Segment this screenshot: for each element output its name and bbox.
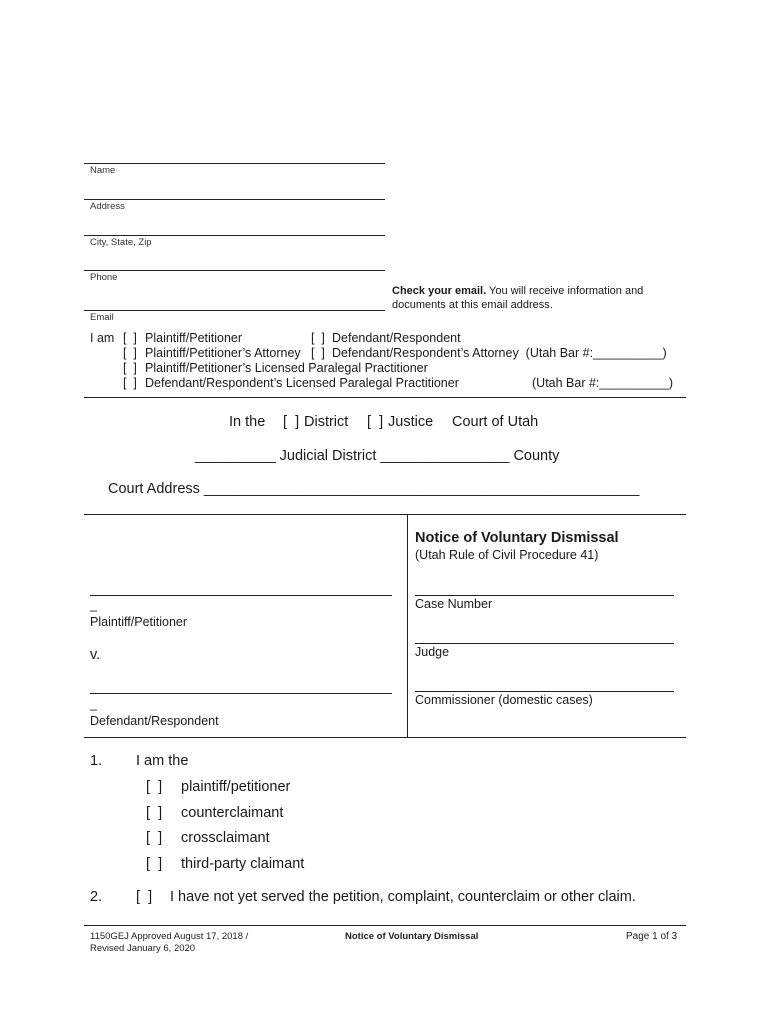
versus-label: v. bbox=[90, 647, 101, 663]
email-notice-line2: documents at this email address. bbox=[392, 299, 553, 311]
court-address-line[interactable]: Court Address ______________________________________________________ bbox=[108, 481, 640, 497]
option-third-party-label: third-party claimant bbox=[181, 856, 305, 872]
footer-revised: Revised January 6, 2020 bbox=[90, 943, 196, 954]
phone-line bbox=[84, 270, 385, 271]
city-state-zip-line bbox=[84, 235, 385, 236]
email-notice-rest: You will receive information and bbox=[486, 285, 644, 297]
name-line bbox=[84, 163, 385, 164]
plaintiff-underscore: _ bbox=[90, 598, 97, 612]
footer-form-id: 1150GEJ Approved August 17, 2018 / bbox=[90, 931, 249, 942]
email-label: Email bbox=[90, 312, 114, 323]
role-defendant-attorney-label: Defendant/Respondent’s Attorney (Utah Bar #:__________) bbox=[332, 346, 667, 360]
address-label: Address bbox=[90, 201, 125, 212]
role-divider bbox=[84, 397, 686, 398]
option-crossclaimant-label: crossclaimant bbox=[181, 830, 270, 846]
footer-center-title: Notice of Voluntary Dismissal bbox=[345, 931, 479, 942]
checkbox-option-counterclaimant[interactable]: [ ] bbox=[146, 805, 163, 821]
defendant-underscore: _ bbox=[90, 697, 97, 711]
case-number-line bbox=[415, 595, 674, 596]
checkbox-option-third-party[interactable]: [ ] bbox=[146, 856, 163, 872]
court-in-the: In the bbox=[229, 414, 266, 430]
footer-page-number: Page 1 of 3 bbox=[626, 931, 678, 942]
role-plaintiff-label: Plaintiff/Petitioner bbox=[145, 331, 243, 345]
phone-label: Phone bbox=[90, 272, 118, 283]
checkbox-plaintiff-lpp[interactable]: [ ] bbox=[123, 361, 137, 375]
footer-left bbox=[90, 931, 248, 955]
section2-text: I have not yet served the petition, complaint, counterclaim or other claim. bbox=[170, 889, 636, 905]
city-state-zip-label: City, State, Zip bbox=[90, 237, 152, 248]
email-notice-bold: Check your email. bbox=[392, 285, 487, 297]
role-defendant-lpp-label: Defendant/Respondent’s Licensed Paralegal Practitioner bbox=[145, 376, 459, 390]
email-line bbox=[84, 310, 385, 311]
role-plaintiff-attorney-label: Plaintiff/Petitioner’s Attorney bbox=[145, 346, 301, 360]
checkbox-justice-court[interactable]: [ ] bbox=[367, 414, 384, 430]
checkbox-option-crossclaimant[interactable]: [ ] bbox=[146, 830, 163, 846]
email-notice bbox=[392, 284, 692, 312]
judge-label: Judge bbox=[415, 645, 450, 659]
plaintiff-label: Plaintiff/Petitioner bbox=[90, 615, 188, 629]
section1-number: 1. bbox=[90, 753, 103, 769]
checkbox-plaintiff-attorney[interactable]: [ ] bbox=[123, 346, 137, 360]
section1-text: I am the bbox=[136, 753, 189, 769]
caption-top-border bbox=[84, 514, 686, 515]
option-plaintiff-label: plaintiff/petitioner bbox=[181, 779, 291, 795]
document-title: Notice of Voluntary Dismissal bbox=[415, 530, 619, 546]
caption-bottom-border bbox=[84, 737, 686, 738]
defendant-name-line bbox=[90, 693, 392, 694]
judge-line bbox=[415, 643, 674, 644]
option-counterclaimant-label: counterclaimant bbox=[181, 805, 284, 821]
case-number-label: Case Number bbox=[415, 597, 493, 611]
court-of-utah: Court of Utah bbox=[452, 414, 539, 430]
plaintiff-name-line bbox=[90, 595, 392, 596]
checkbox-defendant-lpp[interactable]: [ ] bbox=[123, 376, 137, 390]
i-am-label: I am bbox=[90, 331, 115, 345]
section2-number: 2. bbox=[90, 889, 103, 905]
footer-divider bbox=[84, 925, 686, 926]
checkbox-option-plaintiff[interactable]: [ ] bbox=[146, 779, 163, 795]
role-plaintiff-lpp-label: Plaintiff/Petitioner’s Licensed Paralegal Practitioner bbox=[145, 361, 428, 375]
checkbox-not-served[interactable]: [ ] bbox=[136, 889, 153, 905]
role-defendant-label: Defendant/Respondent bbox=[332, 331, 461, 345]
court-district-label: District bbox=[304, 414, 349, 430]
commissioner-label: Commissioner (domestic cases) bbox=[415, 693, 593, 707]
commissioner-line bbox=[415, 691, 674, 692]
utah-bar-lpp: (Utah Bar #:__________) bbox=[532, 376, 674, 390]
checkbox-defendant[interactable]: [ ] bbox=[311, 331, 325, 345]
defendant-label: Defendant/Respondent bbox=[90, 714, 219, 728]
caption-vertical-divider bbox=[407, 514, 408, 737]
address-line bbox=[84, 199, 385, 200]
checkbox-defendant-attorney[interactable]: [ ] bbox=[311, 346, 325, 360]
document-subtitle: (Utah Rule of Civil Procedure 41) bbox=[415, 548, 599, 562]
court-justice-label: Justice bbox=[388, 414, 434, 430]
checkbox-plaintiff[interactable]: [ ] bbox=[123, 331, 137, 345]
name-label: Name bbox=[90, 165, 116, 176]
judicial-district-line[interactable]: __________ Judicial District ________________ County bbox=[195, 448, 560, 464]
checkbox-district-court[interactable]: [ ] bbox=[283, 414, 300, 430]
